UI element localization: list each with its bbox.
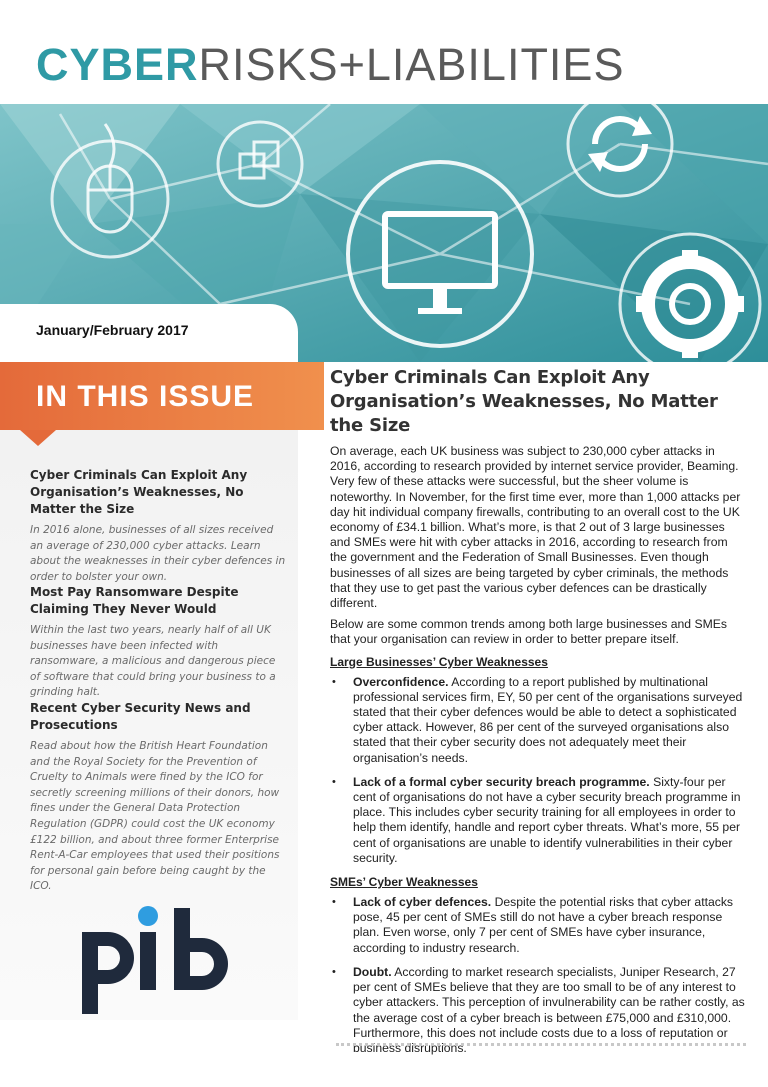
bullet-text: According to market research specialists, Juniper Research, 27 per cent of SMEs believe that they are too small to be of any interest to cyber attackers. This perception of invulnerability can be rather costly, as the average cost of a cyber breach is between £75,000 and £310,000. Furthermore, this does not include costs due to a loss of reputation or business disruptions. [353,964,745,1055]
sidebar-item [30,467,286,585]
in-this-issue-heading: IN THIS ISSUE [36,380,255,413]
list-item [330,675,746,766]
article-intro: On average, each UK business was subject to 230,000 cyber attacks in 2016, according to research provided by internet service provider, Beaming. Very few of these attacks were successful, but the sheer volume is noteworthy. In November, for the first time ever, more than 1,000 attacks per day hit individual company firewalls, contributing to an overall cost to the UK economy of £34.1 billion. What’s more, is that 2 out of 3 large businesses and SMEs were hit with cyber attacks in 2016, according to research from the government and the Federation of Small Businesses. Even though businesses of all sizes are being targeted by cyber criminals, the methods that they use to get past the various cyber defences can be drastically different. [330,444,741,611]
sidebar-item [30,700,286,895]
pib-logo-graphic [80,904,250,1014]
bullet-text: Despite the potential risks that cyber attacks pose, 45 per cent of SMEs still do not have a cyber breach response plan. Even worse, only 7 per cent of SMEs have cyber insurance, according to industry research. [353,895,734,955]
masthead-risks-liabilities: RISKS+LIABILITIES [198,39,625,90]
section-heading-smes: SMEs’ Cyber Weaknesses [330,875,478,890]
bullet-text: Sixty-four per cent of organisations do not have a cyber security breach programme in place. This includes cyber security training for all employees in order to help them identify, handle and report cyber threats. What’s more, 55 per cent of organisations are unable to identify vulnerabilities in their cyber security. [353,774,741,865]
logo-text: pib [80,904,82,905]
bullet-text: According to a report published by multinational professional services firm, EY, 50 per cent of the organisations surveyed stated that their cyber defences would be able to detect a sophisticated cyber attack. However, 86 per cent of the surveyed organisations also stated that their cyber security does not adequately meet their organisation’s needs. [353,674,743,765]
sidebar-item-summary: Read about how the British Heart Foundation and the Royal Society for the Prevention of Cruelty to Animals were fined by the ICO for secretly screening millions of their donors, how fines under the General Data Protection Regulation (GDPR) could cost the UK economy £122 billion, and about three former Enterprise Rent-A-Car employees that used their positions for personal gain before being caught by the ICO. [30,740,280,893]
sidebar-item-title: Cyber Criminals Can Exploit Any Organisation’s Weaknesses, No Matter the Size [30,468,248,516]
sidebar-item-title: Most Pay Ransomware Despite Claiming They Never Would [30,585,239,616]
sidebar-item [30,584,286,701]
sidebar-item-summary: Within the last two years, nearly half of all UK businesses have been infected with ransomware, a malicious and dangerous piece of software that could bring your business to a grinding halt. [30,624,276,699]
list-item [330,895,746,956]
main-article [330,366,746,1065]
large-business-weaknesses-list [330,675,746,866]
section-heading-large-businesses: Large Businesses’ Cyber Weaknesses [330,654,548,669]
footer-dotted-rule [336,1043,746,1046]
sidebar-item-title: Recent Cyber Security News and Prosecutions [30,701,251,732]
pib-logo [80,904,250,1014]
issue-date: January/February 2017 [36,322,189,338]
list-item [330,775,746,866]
article-title: Cyber Criminals Can Exploit Any Organisation’s Weaknesses, No Matter the Size [330,367,718,436]
bullet-term: Lack of a formal cyber security breach programme. [353,774,650,789]
article-lead: Below are some common trends among both large businesses and SMEs that your organisation can review in order to better prepare itself. [330,617,727,647]
sidebar-item-summary: In 2016 alone, businesses of all sizes received an average of 230,000 cyber attacks. Learn about the weaknesses in their cyber defences in order to bolster your own. [30,524,286,583]
masthead-cyber: CYBER [36,39,199,90]
bullet-term: Lack of cyber defences. [353,895,492,910]
masthead [36,40,624,90]
sme-weaknesses-list [330,895,746,1056]
bullet-term: Overconfidence. [353,674,449,689]
banner-notch [20,430,56,446]
bullet-term: Doubt. [353,964,392,979]
